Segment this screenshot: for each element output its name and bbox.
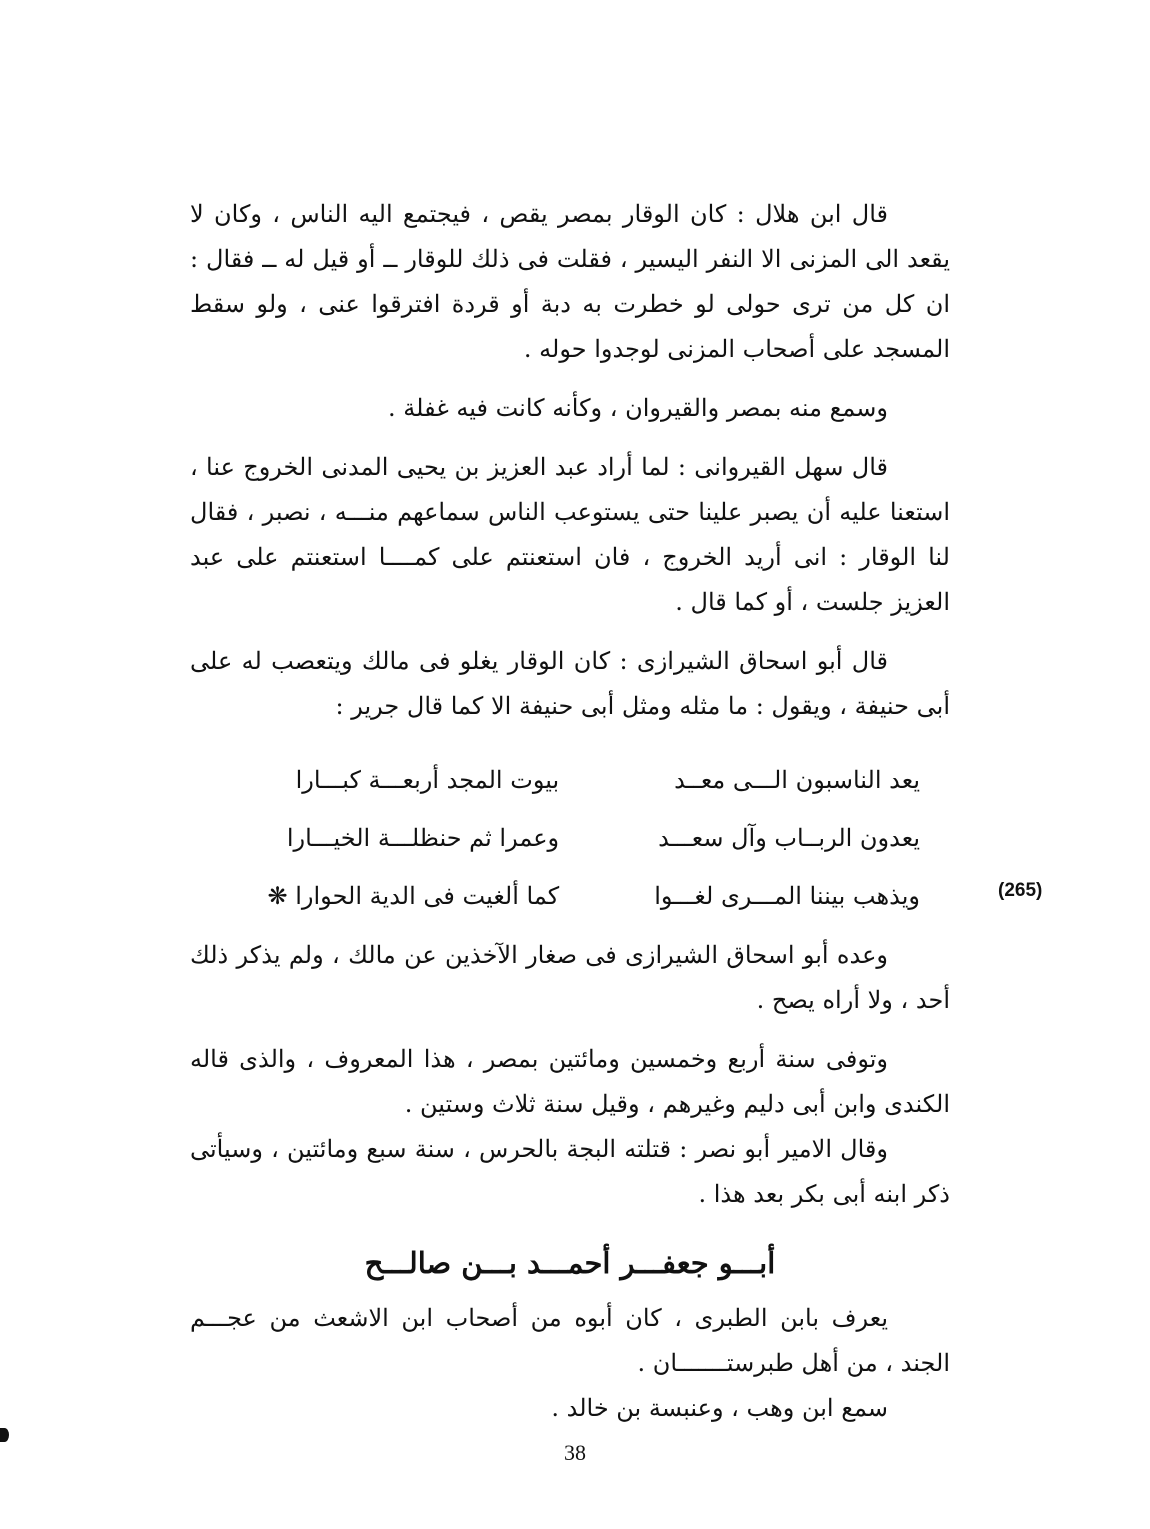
margin-reference-number: (265) xyxy=(998,880,1043,901)
poem-verse xyxy=(190,867,950,925)
poem xyxy=(190,751,950,925)
ink-blot xyxy=(0,1428,9,1442)
paragraph-ibn-hilal: قال ابن هلال : كان الوقار بمصر يقص ، فيجتمع اليه الناس ، وكان لا يقعد الى المزنى الا النفر اليسير ، فقلت فى ذلك للوقار ــ أو قيل له ــ فقال : ان كل من ترى حولى لو خطرت به دبة أو قردة افترقوا عنى ، ولو سقط المسجد على أصحاب المزنى لوجدوا حوله . xyxy=(190,200,950,363)
verse-first-hemistich: يعدون الربــاب وآل سعـــد xyxy=(658,823,920,852)
poem-verse xyxy=(190,809,950,867)
paragraph-abu-nasr: وقال الامير أبو نصر : قتلته البجة بالحرس ، سنة سبع ومائتين ، وسيأتى ذكر ابنه أبى بكر بعد هذا . xyxy=(190,1135,950,1208)
paragraph-death: وتوفى سنة أربع وخمسين ومائتين بمصر ، هذا المعروف ، والذى قاله الكندى وابن أبى دليم وغيرهم ، وقيل سنة ثلاث وستين . xyxy=(190,1045,950,1118)
page-number: 38 xyxy=(564,1440,586,1465)
verse-second-hemistich: بيوت المجد أربعـــة كبـــارا xyxy=(295,765,560,794)
main-text xyxy=(190,192,950,1445)
verse-first-hemistich: ويذهب بيننا المـــرى لغـــوا xyxy=(654,881,920,910)
paragraph-ibn-tabari: يعرف بابن الطبرى ، كان أبوه من أصحاب ابن الاشعث من عجـــم الجند ، من أهل طبرستـــــــان . xyxy=(190,1304,950,1377)
paragraph-qayrawan: وسمع منه بمصر والقيروان ، وكأنه كانت فيه غفلة . xyxy=(388,394,888,422)
paragraph-shirazi: قال أبو اسحاق الشيرازى : كان الوقار يغلو فى مالك ويتعصب له على أبى حنيفة ، ويقول : ما مثله ومثل أبى حنيفة الا كما قال جرير : xyxy=(190,647,950,720)
verse-second-hemistich: وعمرا ثم حنظلـــة الخيـــارا xyxy=(286,823,560,852)
paragraph-saghar: وعده أبو اسحاق الشيرازى فى صغار الآخذين عن مالك ، ولم يذكر ذلك أحد ، ولا أراه يصح . xyxy=(190,941,950,1014)
verse-first-hemistich: يعد الناسبون الـــى معــد xyxy=(674,765,920,794)
verse-second-hemistich: كما ألغيت فى الدية الحوارا ❋ xyxy=(267,881,560,910)
poem-verse xyxy=(190,751,950,809)
paragraph-sama: سمع ابن وهب ، وعنبسة بن خالد . xyxy=(551,1394,888,1422)
section-heading: أبـــو جعفـــر أحمـــد بـــن صالـــح xyxy=(364,1246,776,1280)
paragraph-sahl: قال سهل القيروانى : لما أراد عبد العزيز بن يحيى المدنى الخروج عنا ، استعنا عليه أن يصبر علينا حتى يستوعب الناس سماعهم منـــه ، نصبر ، فقال لنا الوقار : انى أريد الخروج ، فان استعنتم على كمــــا استعنتم على عبد العزيز جلست ، أو كما قال . xyxy=(190,453,950,616)
